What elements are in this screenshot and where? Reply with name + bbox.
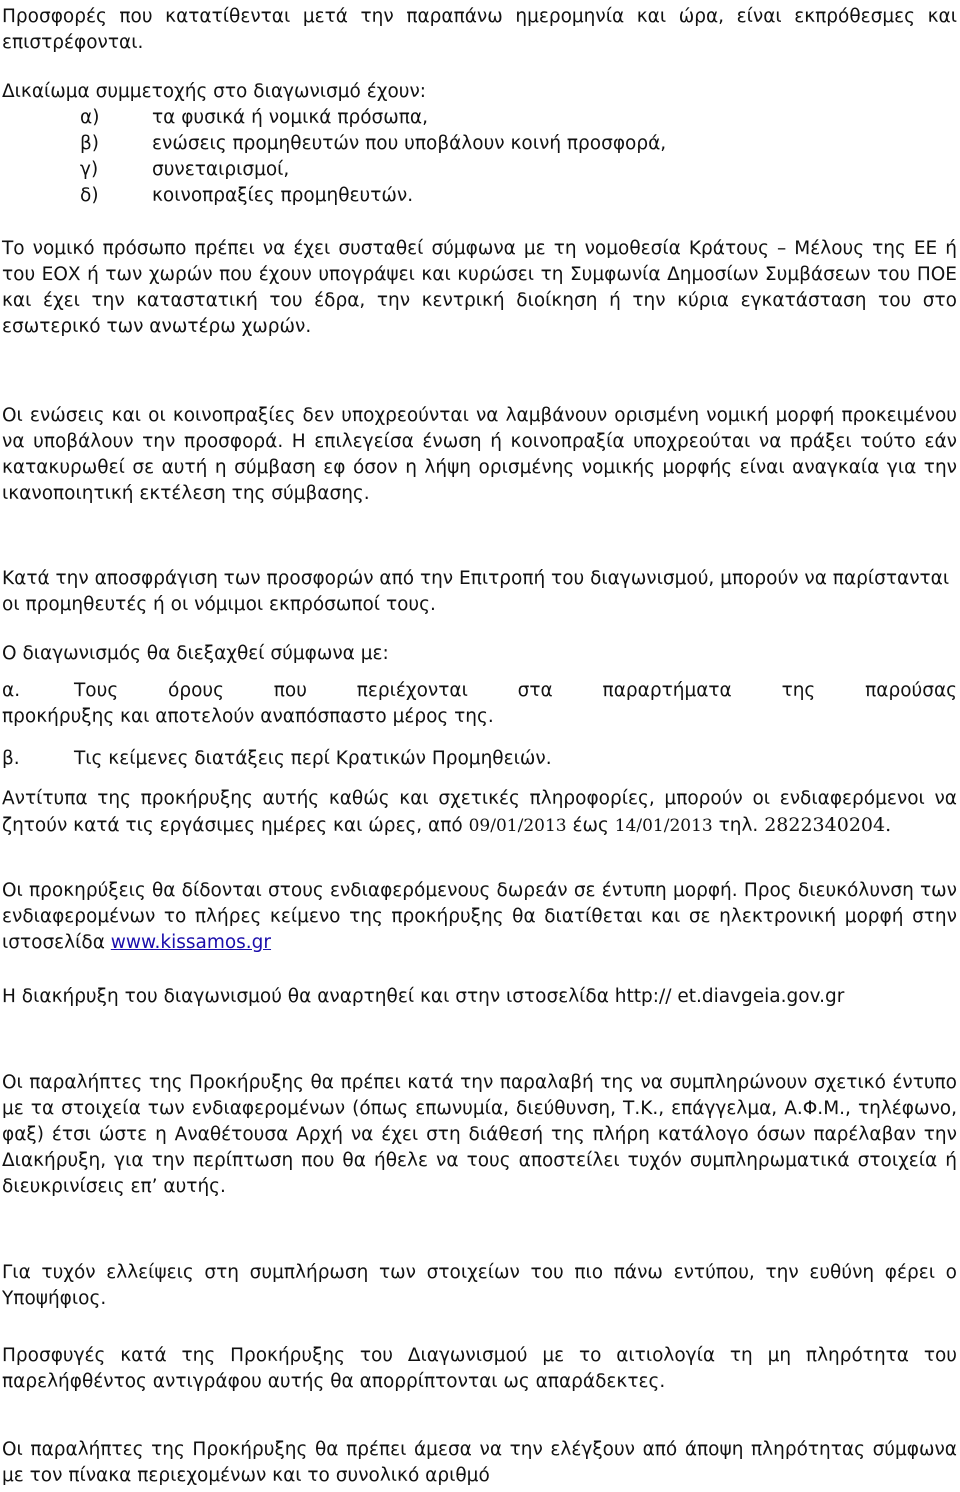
paragraph-diavgeia: Η διακήρυξη του διαγωνισμού θα αναρτηθεί και στην ιστοσελίδα http:// et.diavgeia.gov.gr [2,986,845,1007]
paragraph-opening: Κατά την αποσφράγιση των προσφορών από την Επιτροπή του διαγωνισμού, μπορούν να παρίστανται οι προμηθευτές ή οι νόμιμοι εκπρόσωποί τους. [2,568,950,615]
phone-number: 2822340204. [764,814,892,836]
website-link[interactable]: www.kissamos.gr [110,932,272,953]
list-item [0,183,955,209]
list-item-text: κοινοπραξίες προμηθευτών. [152,185,414,206]
eligibility-list [0,105,955,209]
paragraph-late-offers: Προσφορές που κατατίθενται μετά την παραπάνω ημερομηνία και ώρα, είναι εκπρόθεσμες και επιστρέφονται. [2,6,957,53]
paragraph-omissions: Για τυχόν ελλείψεις στη συμπλήρωση των στοιχείων του πιο πάνω εντύπου, την ευθύνη φέρει ο Υποψήφιος. [2,1262,957,1309]
paragraph-conducted-intro: Ο διαγωνισμός θα διεξαχθεί σύμφωνα με: [2,643,389,664]
list-marker: α) [80,107,100,128]
copies-text: Αντίτυπα της προκήρυξης αυτής καθώς και σχετικές πληροφορίες, μπορούν οι ενδιαφερόμενοι να ζητούν κατά τις εργάσιμες ημέρες και ώρες, από [2,788,957,836]
list-item-text: Τις κείμενες διατάξεις περί Κρατικών Προμηθειών. [74,748,552,769]
list-item-text: συνεταιρισμοί, [152,159,290,180]
list-marker: δ) [80,185,99,206]
list-marker: β) [80,133,100,154]
list-marker: β. [2,748,20,769]
phone-label: τηλ. [718,815,759,836]
paragraph-appeals: Προσφυγές κατά της Προκήρυξης του Διαγωνισμού με το αιτιολογία τη μη πληρότητα του παρελήφθέντος αντιγράφου αυτής θα απορρίπτονται ως απαράδεκτες. [2,1345,957,1392]
list-item [0,105,955,131]
list-item [0,131,955,157]
paragraph-distribution [2,878,957,956]
numbered-item-b [2,746,957,772]
numbered-item-a [2,678,957,730]
paragraph-copies [2,786,957,839]
until-text: έως [572,815,609,836]
paragraph-recipients: Οι παραλήπτες της Προκήρυξης θα πρέπει κατά την παραλαβή της να συμπληρώνουν σχετικό έντυπο με τα στοιχεία των ενδιαφερομένων (όπως επωνυμία, διεύθυνση, Τ.Κ., επάγγελμα, Α.Φ.Μ., τηλέφωνο, φαξ) έτσι ώστε η Αναθέτουσα Αρχή να έχει στη διάθεσή της πλήρη κατάλογο όσων παρέλαβαν την Διακήρυξη, για την περίπτωση που θα ήθελε να τους αποστείλει τυχόν συμπληρωματικά στοιχεία ή διευκρινίσεις επ’ αυτής. [2,1072,957,1197]
list-marker: γ) [80,159,99,180]
list-item [0,157,955,183]
date-from: 09/01/2013 [468,816,567,836]
paragraph-eligibility-intro: Δικαίωμα συμμετοχής στο διαγωνισμό έχουν: [2,81,427,102]
paragraph-unions: Οι ενώσεις και οι κοινοπραξίες δεν υποχρεούνται να λαμβάνουν ορισμένη νομική μορφή προκειμένου να υποβάλουν την προσφορά. Η επιλεγείσα ένωση ή κοινοπραξία υποχρεούται να πράξει τούτο εάν κατακυρωθεί σε αυτή η σύμβαση εφ όσον η λήψη ορισμένης νομικής μορφής είναι αναγκαία για την ικανοποιητική εκτέλεση της σύμβασης. [2,405,957,504]
date-to: 14/01/2013 [614,816,713,836]
list-item-continuation: προκήρυξης και αποτελούν αναπόσπαστο μέρος της. [2,706,494,727]
list-item-text: ενώσεις προμηθευτών που υποβάλουν κοινή προσφορά, [152,133,667,154]
paragraph-legal-entity: Το νομικό πρόσωπο πρέπει να έχει συσταθεί σύμφωνα με τη νομοθεσία Κράτους – Μέλους της ΕΕ ή του ΕΟΧ ή των χωρών που έχουν υπογράψει και κυρώσει τη Συμφωνία Δημοσίων Συμβάσεων του ΠΟΕ και έχει την καταστατική του έδρα, την κεντρική διοίκηση ή την κύρια εγκατάσταση του στο εσωτερικό των ανωτέρω χωρών. [2,238,957,337]
list-marker: α. [2,680,21,701]
list-item-text: Τους όρους που περιέχονται στα παραρτήματα της παρούσας [74,680,957,701]
paragraph-check-completeness: Οι παραλήπτες της Προκήρυξης θα πρέπει άμεσα να την ελέγξουν από άποψη πληρότητας σύμφωνα με τον πίνακα περιεχομένων και το συνολικό αριθμό [2,1439,957,1486]
list-item-text: τα φυσικά ή νομικά πρόσωπα, [152,107,428,128]
distribution-text: Οι προκηρύξεις θα δίδονται στους ενδιαφερόμενους δωρεάν σε έντυπη μορφή. Προς διευκόλυνση των ενδιαφερομένων το πλήρες κείμενο της προκήρυξης θα διατίθεται και σε ηλεκτρονική μορφή στην ιστοσελίδα [2,880,957,953]
